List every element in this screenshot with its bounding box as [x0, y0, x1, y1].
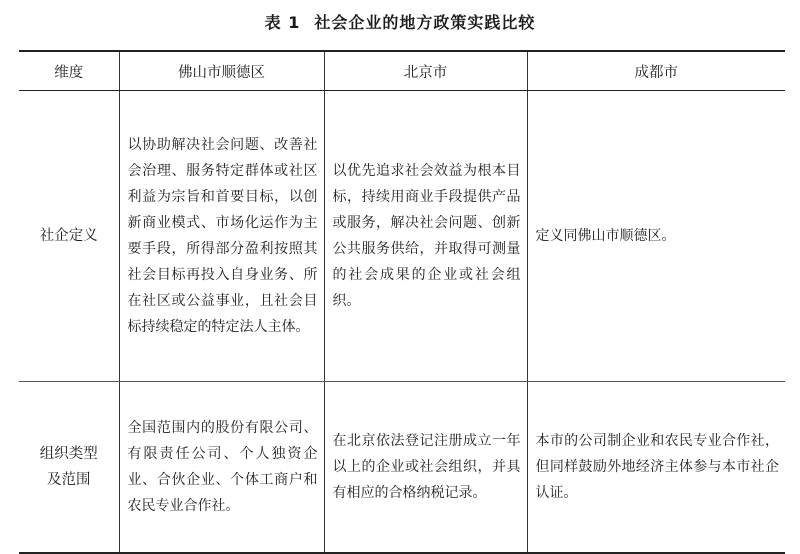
table-row [19, 382, 785, 554]
cell-foshan-org-type: 全国范围内的股份有限公司、有限责任公司、个人独资企业、合伙企业、个体工商户和农民专业合作社。 [119, 382, 324, 554]
table-caption: 社会企业的地方政策实践比较 [314, 13, 536, 32]
cell-foshan-definition: 以协助解决社会问题、改善社会治理、服务特定群体或社区利益为宗旨和首要目标，以创新商业模式、市场化运作为主要手段，所得部分盈利按照其社会目标再投入自身业务、所在社区或公益事业，且社会目标持续稳定的特定法人主体。 [119, 91, 324, 382]
table-title [0, 10, 800, 33]
dimension-line-1: 组织类型 [39, 446, 98, 462]
cell-beijing-org-type: 在北京依法登记注册成立一年以上的企业或社会组织，并具有相应的合格纳税记录。 [324, 382, 527, 554]
table-header-row [19, 51, 785, 91]
cell-chengdu-org-type: 本市的公司制企业和农民专业合作社，但同样鼓励外地经济主体参与本市社企认证。 [527, 382, 785, 554]
row-dimension-org-type [19, 382, 119, 554]
header-beijing: 北京市 [324, 51, 527, 91]
table-number: 表 1 [264, 13, 301, 32]
row-dimension-definition: 社企定义 [19, 91, 119, 382]
cell-beijing-definition: 以优先追求社会效益为根本目标，持续用商业手段提供产品或服务，解决社会问题、创新公共服务供给，并取得可测量的社会成果的企业或社会组织。 [324, 91, 527, 382]
header-foshan: 佛山市顺德区 [119, 51, 324, 91]
cell-chengdu-definition: 定义同佛山市顺德区。 [527, 91, 785, 382]
comparison-table [19, 50, 785, 554]
header-dimension: 维度 [19, 51, 119, 91]
header-chengdu: 成都市 [527, 51, 785, 91]
dimension-line-2: 及范围 [47, 472, 91, 488]
table-row [19, 91, 785, 382]
